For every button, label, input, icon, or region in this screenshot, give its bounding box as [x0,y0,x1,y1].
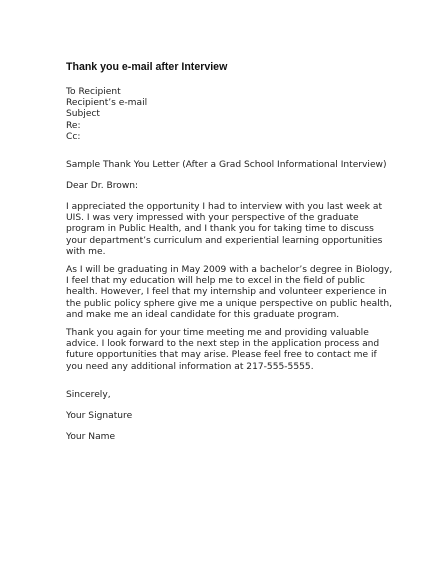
name-placeholder: Your Name [66,432,116,442]
paragraph-line: program in Public Health, and I thank you for taking time to discuss [66,224,374,235]
header-cc: Cc: [66,131,81,142]
paragraph-1 [66,202,386,258]
letter-greeting: Dear Dr. Brown: [66,181,139,191]
header-to-recipient: To Recipient [66,87,121,97]
header-recipient-email: Recipient’s e-mail [66,98,148,109]
paragraph-line: future opportunities that may arise. Please feel free to contact me if [66,350,377,361]
signature-placeholder: Your Signature [66,411,133,421]
paragraph-line: health. However, I feel that my internship and volunteer experience in [66,287,387,298]
paragraph-line: UIS. I was very impressed with your perspective of the graduate [66,213,359,224]
recipient-header-block [66,87,147,143]
letter-closing: Sincerely, [66,390,111,400]
paragraph-line: with me. [66,246,106,257]
paragraph-line: the public policy sphere give me a unique perspective on public health, [66,298,392,309]
header-subject: Subject [66,109,100,120]
paragraph-line: advice. I look forward to the next step in the application process and [66,339,380,350]
paragraph-line: I feel that my education will help me to excel in the field of public [66,276,365,287]
paragraph-line: I appreciated the opportunity I had to interview with you last week at [66,202,383,212]
paragraph-line: your department’s curriculum and experiential learning opportunities [66,235,383,246]
document-title: Thank you e-mail after Interview [66,61,228,73]
paragraph-line: and make me an ideal candidate for this graduate program. [66,309,340,320]
paragraph-line: you need any additional information at 217-555-5555. [66,361,314,372]
paragraph-3 [66,328,386,373]
paragraph-line: Thank you again for your time meeting me and providing valuable [66,328,369,338]
letter-intro: Sample Thank You Letter (After a Grad School Informational Interview) [66,160,387,170]
paragraph-line: As I will be graduating in May 2009 with a bachelor’s degree in Biology, [66,265,393,275]
paragraph-2 [66,265,393,321]
header-re: Re: [66,120,81,131]
